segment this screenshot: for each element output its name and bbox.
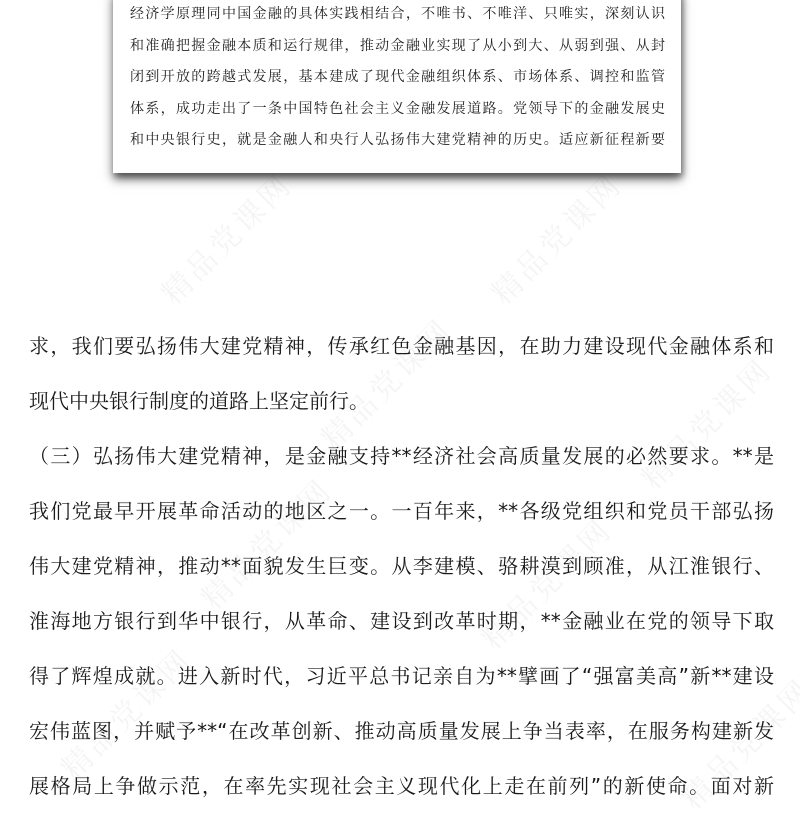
watermark <box>629 346 780 497</box>
preview-line: 闭到开放的跨越式发展，基本建成了现代金融组织体系、市场体系、调控和监管 <box>130 69 665 85</box>
preview-line: 体系，成功走出了一条中国特色社会主义金融发展道路。党领导下的金融发展史 <box>130 101 665 117</box>
watermark <box>479 161 630 312</box>
watermark <box>189 466 340 617</box>
watermark <box>149 161 300 312</box>
preview-line: 和准确把握金融本质和运行规律，推动金融业实现了从小到大、从弱到强、从封 <box>130 38 665 54</box>
body-paragraph-line: 展格局上争做示范，在率先实现社会主义现代化上走在前列”的新使命。面对新 <box>29 774 774 798</box>
document-preview-card <box>113 0 681 173</box>
body-paragraph-line: 求，我们要弘扬伟大建党精神，传承红色金融基因，在助力建设现代金融体系和 <box>29 334 774 358</box>
body-paragraph-line: 宏伟蓝图，并赋予**“在改革创新、推动高质量发展上争当表率，在服务构建新发 <box>29 719 774 743</box>
body-paragraph-line: 伟大建党精神，推动**面貌发生巨变。从李建模、骆耕漠到顾准，从江淮银行、 <box>29 554 774 578</box>
body-paragraph-line: 淮海地方银行到华中银行，从革命、建设到改革时期，**金融业在党的领导下取 <box>29 609 774 633</box>
preview-line: 和中央银行史，就是金融人和央行人弘扬伟大建党精神的历史。适应新征程新要 <box>130 132 665 148</box>
body-paragraph-line: 得了辉煌成就。进入新时代，习近平总书记亲自为**擘画了“强富美高”新**建设 <box>29 664 774 688</box>
preview-line: 经济学原理同中国金融的具体实践相结合，不唯书、不唯洋、只唯实，深刻认识 <box>130 6 665 22</box>
body-paragraph-line: 现代中央银行制度的道路上坚定前行。 <box>29 389 369 413</box>
watermark <box>49 636 200 787</box>
body-paragraph-line: 我们党最早开展革命活动的地区之一。一百年来，**各级党组织和党员干部弘扬 <box>29 499 774 523</box>
section-heading-line: （三）弘扬伟大建党精神，是金融支持**经济社会高质量发展的必然要求。**是 <box>29 444 774 468</box>
watermark <box>309 306 460 457</box>
